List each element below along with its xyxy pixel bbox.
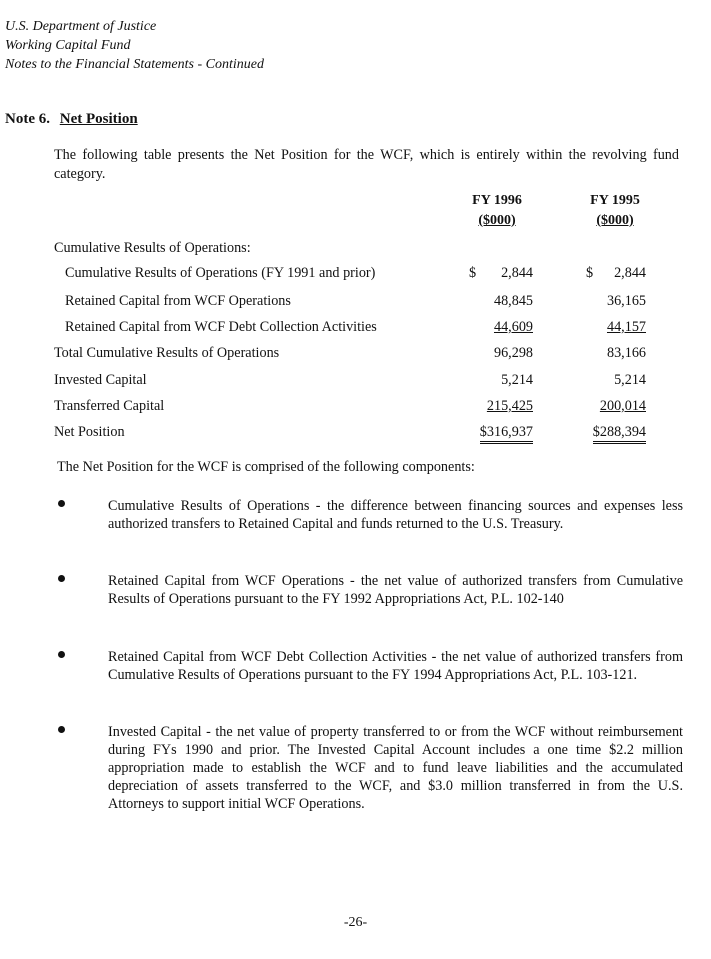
table-row: [0, 265, 711, 287]
value-fy1996: 48,845: [493, 293, 533, 309]
row-label: Net Position: [54, 424, 125, 440]
note-number: Note 6.: [5, 111, 50, 127]
table-row: [0, 345, 711, 367]
note-title: Net Position: [59, 111, 138, 127]
row-label: Transferred Capital: [54, 398, 165, 414]
column-header-fy1995: [575, 191, 655, 231]
header-section: Notes to the Financial Statements - Continued: [5, 57, 264, 72]
table-row-total: [0, 424, 711, 446]
table-row: [0, 398, 711, 420]
value-fy1995: 83,166: [606, 345, 646, 361]
currency-symbol: $: [469, 265, 477, 281]
value-fy1996: 5,214: [501, 372, 533, 388]
value-fy1996: $316,937: [480, 424, 533, 444]
column-year: FY 1996: [472, 193, 522, 208]
components-intro: The Net Position for the WCF is comprised of the following components:: [57, 459, 475, 475]
value-fy1995: 200,014: [599, 398, 646, 414]
column-unit: ($000): [478, 213, 516, 228]
value-fy1995: 2,844: [614, 265, 646, 281]
list-item-text: Cumulative Results of Operations - the difference between financing sources and expenses less authorized transfers to Retained Capital and funds returned to the U.S. Treasury.: [108, 498, 683, 532]
list-item-text: Invested Capital - the net value of property transferred to or from the WCF without reimbursement during FYs 1990 and prior. The Invested Capital Account includes a one time $2.2 million appropriation made to establish the WCF and to fund leave liabilities and the accumulated depreciation of assets transferred to the WCF, and $3.0 million transferred in from the U.S. Attorneys to support initial WCF Operations.: [108, 724, 683, 812]
column-header-fy1996: [457, 191, 537, 231]
value-fy1996: 2,844: [501, 265, 533, 281]
row-label: Cumulative Results of Operations (FY 1991 and prior): [65, 265, 376, 281]
page-number: -26-: [343, 915, 368, 930]
value-fy1996: 96,298: [493, 345, 533, 361]
value-fy1995: 5,214: [614, 372, 646, 388]
header-agency: U.S. Department of Justice: [5, 19, 157, 34]
bullet-icon: [58, 651, 65, 658]
list-item-text: Retained Capital from WCF Operations - the net value of authorized transfers from Cumulative Results of Operations pursuant to the FY 1992 Appropriations Act, P.L. 102-140: [108, 573, 683, 607]
value-fy1996: 215,425: [486, 398, 533, 414]
section-label: Cumulative Results of Operations:: [54, 240, 251, 256]
row-label: Invested Capital: [54, 372, 147, 388]
list-item-text: Retained Capital from WCF Debt Collection Activities - the net value of authorized transfers from Cumulative Results of Operations pursuant to the FY 1994 Appropriations Act, P.L. 103-121.: [108, 649, 683, 683]
column-unit: ($000): [596, 213, 634, 228]
bullet-icon: [58, 575, 65, 582]
header-fund: Working Capital Fund: [5, 38, 131, 53]
table-row: [0, 372, 711, 394]
intro-paragraph: The following table presents the Net Position for the WCF, which is entirely within the revolving fund category.: [54, 147, 679, 182]
value-fy1995: 36,165: [606, 293, 646, 309]
value-fy1995: $288,394: [593, 424, 646, 444]
table-section-label: [0, 240, 711, 262]
table-row: [0, 293, 711, 315]
column-year: FY 1995: [590, 193, 640, 208]
row-label: Retained Capital from WCF Operations: [65, 293, 291, 309]
row-label: Total Cumulative Results of Operations: [54, 345, 280, 361]
row-label: Retained Capital from WCF Debt Collection Activities: [65, 319, 377, 335]
table-row: [0, 319, 711, 341]
currency-symbol: $: [586, 265, 594, 281]
bullet-icon: [58, 726, 65, 733]
value-fy1996: 44,609: [493, 319, 533, 335]
document-header: [5, 17, 264, 74]
value-fy1995: 44,157: [606, 319, 646, 335]
bullet-icon: [58, 500, 65, 507]
note-heading: [5, 111, 138, 128]
